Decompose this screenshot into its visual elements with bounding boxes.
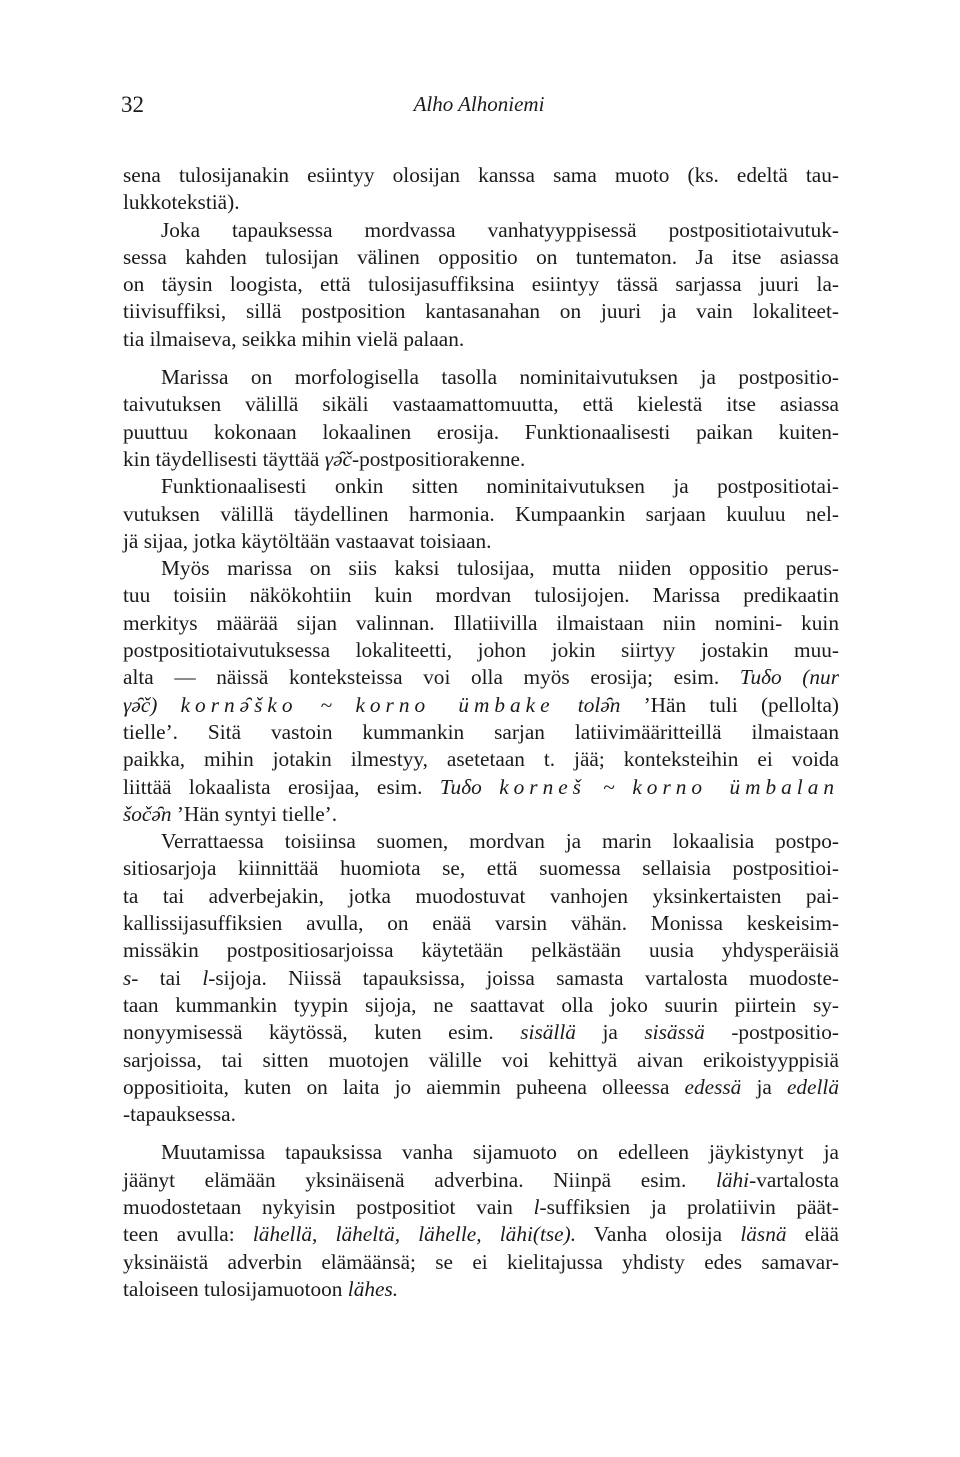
italic-term: läsnä <box>740 1222 787 1247</box>
italic-term: korno ümbake <box>355 692 555 717</box>
text-line <box>123 992 839 1019</box>
text-line <box>123 555 839 582</box>
italic-term: lähes. <box>347 1276 399 1301</box>
page-number: 32 <box>121 92 144 117</box>
text-segment: taloiseen tulosijamuotoon <box>123 1276 348 1301</box>
italic-term: γə̑č <box>324 446 352 471</box>
text-line <box>123 1047 839 1074</box>
text-segment: -sijoja. Niissä tapauksissa, joissa samasta vartalosta muodoste- <box>208 965 839 990</box>
text-line <box>123 189 839 216</box>
text-line <box>123 1221 839 1248</box>
text-segment: ta tai adverbejakin, jotka muodostuvat vanhojen yksinkertaisten pai- <box>123 883 839 908</box>
text-segment: missäkin postpositiosarjoissa käytetään pelkästään uusia yhdysperäisiä <box>123 938 839 963</box>
text-segment: jäänyt elämään yksinäisenä adverbina. Niinpä esim. <box>123 1167 716 1192</box>
text-line <box>123 1167 839 1194</box>
text-segment: sena tulosijanakin esiintyy olosijan kanssa sama muoto (ks. edeltä tau- <box>123 163 839 187</box>
text-segment: ja <box>741 1074 787 1099</box>
text-line <box>123 937 839 964</box>
text-line <box>123 582 839 609</box>
text-segment: nonyymisessä käytössä, kuten esim. <box>123 1020 521 1045</box>
text-segment: -suffiksien ja prolatiivin päät- <box>539 1194 839 1219</box>
italic-term: l <box>533 1194 540 1219</box>
text-segment: paikka, mihin jotakin ilmestyy, asetetaan t. jää; konteksteihin ei voida <box>123 747 839 772</box>
text-line <box>123 501 839 528</box>
body-text <box>123 162 839 1303</box>
text-segment: tielle’. Sitä vastoin kummankin sarjan latiivimääritteillä ilmaistaan <box>123 719 839 744</box>
text-segment: ~ <box>585 774 633 799</box>
text-line <box>123 855 839 882</box>
text-line <box>123 326 839 353</box>
text-line <box>123 828 839 855</box>
italic-term: edellä <box>786 1074 839 1099</box>
text-segment: kin täydellisesti täyttää <box>123 446 325 471</box>
italic-term: γə̑č) <box>123 692 181 717</box>
text-line <box>123 391 839 418</box>
italic-term: sisällä <box>520 1020 576 1045</box>
text-segment: Myös marissa on siis kaksi tulosijaa, mutta niiden oppositio perus- <box>161 556 839 581</box>
paragraph-gap <box>123 1128 839 1139</box>
text-segment: yksinäistä adverbin elämäänsä; se ei kielitajussa yhdisty edes samavar- <box>123 1249 839 1274</box>
italic-term: lähi <box>715 1167 750 1192</box>
text-line <box>123 883 839 910</box>
text-segment: taivutuksen välillä sikäli vastaamattomuutta, että kielestä itse asiassa <box>123 392 839 417</box>
text-segment: ~ <box>297 692 356 717</box>
italic-term: korno ümbalan <box>632 774 839 799</box>
text-line <box>123 1101 839 1128</box>
text-segment: tiivisuffiksi, sillä postposition kantasanahan on juuri ja vain lokaliteet- <box>123 299 839 324</box>
italic-term: tolə̑n <box>577 692 621 717</box>
text-segment: teen avulla: <box>123 1222 253 1247</box>
text-segment: sessa kahden tulosijan välinen oppositio on tuntematon. Ja itse asiassa <box>123 244 839 269</box>
text-line <box>123 528 839 555</box>
text-line <box>123 910 839 937</box>
text-line <box>123 419 839 446</box>
italic-term: sisässä <box>644 1020 705 1045</box>
text-segment: ’Hän syntyi tielle’. <box>171 801 338 826</box>
text-line <box>123 1276 839 1303</box>
text-segment: Vanha olosija <box>576 1222 741 1247</box>
text-segment <box>555 693 578 717</box>
italic-term: kornə̑ško <box>180 692 298 717</box>
text-segment: oppositioita, kuten on laita jo aiemmin puheena olleessa <box>123 1074 685 1099</box>
text-segment: Marissa on morfologisella tasolla nominitaivutuksen ja postpositio- <box>161 365 839 390</box>
text-segment: ja <box>575 1020 645 1045</box>
italic-term: edessä <box>684 1074 742 1099</box>
text-line <box>123 774 839 801</box>
text-line <box>123 692 839 719</box>
text-line <box>123 473 839 500</box>
text-segment: on täysin loogista, että tulosijasuffiksina esiintyy tässä sarjassa juuri la- <box>123 272 839 297</box>
text-segment: tia ilmaiseva, seikka mihin vielä palaan. <box>123 326 465 351</box>
text-segment: Verrattaessa toisiinsa suomen, mordvan ja marin lokaalisia postpo- <box>161 829 839 854</box>
text-segment: muodostetaan nykyisin postpositiot vain <box>123 1194 534 1219</box>
italic-term: korneš <box>499 774 586 799</box>
text-segment: ’Hän tuli (pellolta) <box>620 692 840 717</box>
text-segment: Joka tapauksessa mordvassa vanhatyyppisessä postpositiotaivutuk- <box>161 217 839 242</box>
text-line <box>123 364 839 391</box>
text-line <box>123 965 839 992</box>
text-line <box>123 746 839 773</box>
text-line <box>123 719 839 746</box>
text-segment: -tapauksessa. <box>123 1102 236 1127</box>
text-line <box>123 1139 839 1166</box>
running-head: Alho Alhoniemi <box>413 92 545 116</box>
text-line <box>123 446 839 473</box>
text-line <box>123 664 839 691</box>
text-line <box>123 610 839 637</box>
text-line <box>123 1019 839 1046</box>
text-segment: -postpositiorakenne. <box>352 446 526 471</box>
text-line <box>123 637 839 664</box>
text-line <box>123 298 839 325</box>
italic-term: Tuδo (nur <box>739 665 839 690</box>
page-header <box>121 92 837 126</box>
paragraph-gap <box>123 353 839 364</box>
text-segment: kallissijasuffiksien avulla, on enää varsin vähän. Monissa keskeisim- <box>123 911 839 936</box>
text-segment: merkitys määrää sijan valinnan. Illatiivilla ilmaistaan niin nomini- kuin <box>123 610 839 635</box>
italic-term: l <box>202 965 209 990</box>
text-line <box>123 271 839 298</box>
text-segment: lukkotekstiä). <box>123 190 240 215</box>
text-segment: sarjoissa, tai sitten muotojen välille voi kehittyä aivan erikoistyyppisiä <box>123 1047 839 1072</box>
italic-term: Tuδo <box>439 774 482 799</box>
text-line <box>123 1249 839 1276</box>
text-segment: taan kummankin tyypin sijoja, ne saattavat olla joko suurin piirtein sy- <box>123 992 839 1017</box>
text-segment: -vartalosta <box>749 1167 839 1192</box>
italic-term: šočə̑n <box>123 801 172 826</box>
text-line <box>123 1074 839 1101</box>
text-segment: Muutamissa tapauksissa vanha sijamuoto on edelleen jäykistynyt ja <box>161 1140 839 1165</box>
text-line <box>123 217 839 244</box>
text-segment: jä sijaa, jotka käytöltään vastaavat toisiaan. <box>123 528 492 553</box>
text-segment: vutuksen välillä täydellinen harmonia. Kumpaankin sarjaan kuuluu nel- <box>123 501 839 526</box>
text-segment: tuu toisiin näkökohtiin kuin mordvan tulosijojen. Marissa predikaatin <box>123 583 839 608</box>
text-line <box>123 162 839 189</box>
text-segment: alta — näissä konteksteissa voi olla myös erosija; esim. <box>123 665 740 690</box>
italic-term: s <box>123 965 132 990</box>
text-segment: postpositiotaivutuksessa lokaliteetti, johon jokin siirtyy jostakin muu- <box>123 638 839 663</box>
text-segment: - tai <box>131 965 203 990</box>
text-segment: liittää lokaalista erosijaa, esim. <box>123 774 440 799</box>
italic-term: lähellä, läheltä, lähelle, lähi(tse). <box>252 1222 577 1247</box>
text-segment: elää <box>786 1222 839 1247</box>
text-segment: sitiosarjoja kiinnittää huomiota se, että suomessa sellaisia postpositioi- <box>123 856 839 881</box>
text-segment <box>482 775 499 799</box>
text-line <box>123 801 839 828</box>
text-segment: -postpositio- <box>704 1020 839 1045</box>
text-segment: puuttuu kokonaan lokaalinen erosija. Funktionaalisesti paikan kuiten- <box>123 419 839 444</box>
text-line <box>123 1194 839 1221</box>
text-line <box>123 244 839 271</box>
text-segment: Funktionaalisesti onkin sitten nominitaivutuksen ja postpositiotai- <box>161 474 839 499</box>
